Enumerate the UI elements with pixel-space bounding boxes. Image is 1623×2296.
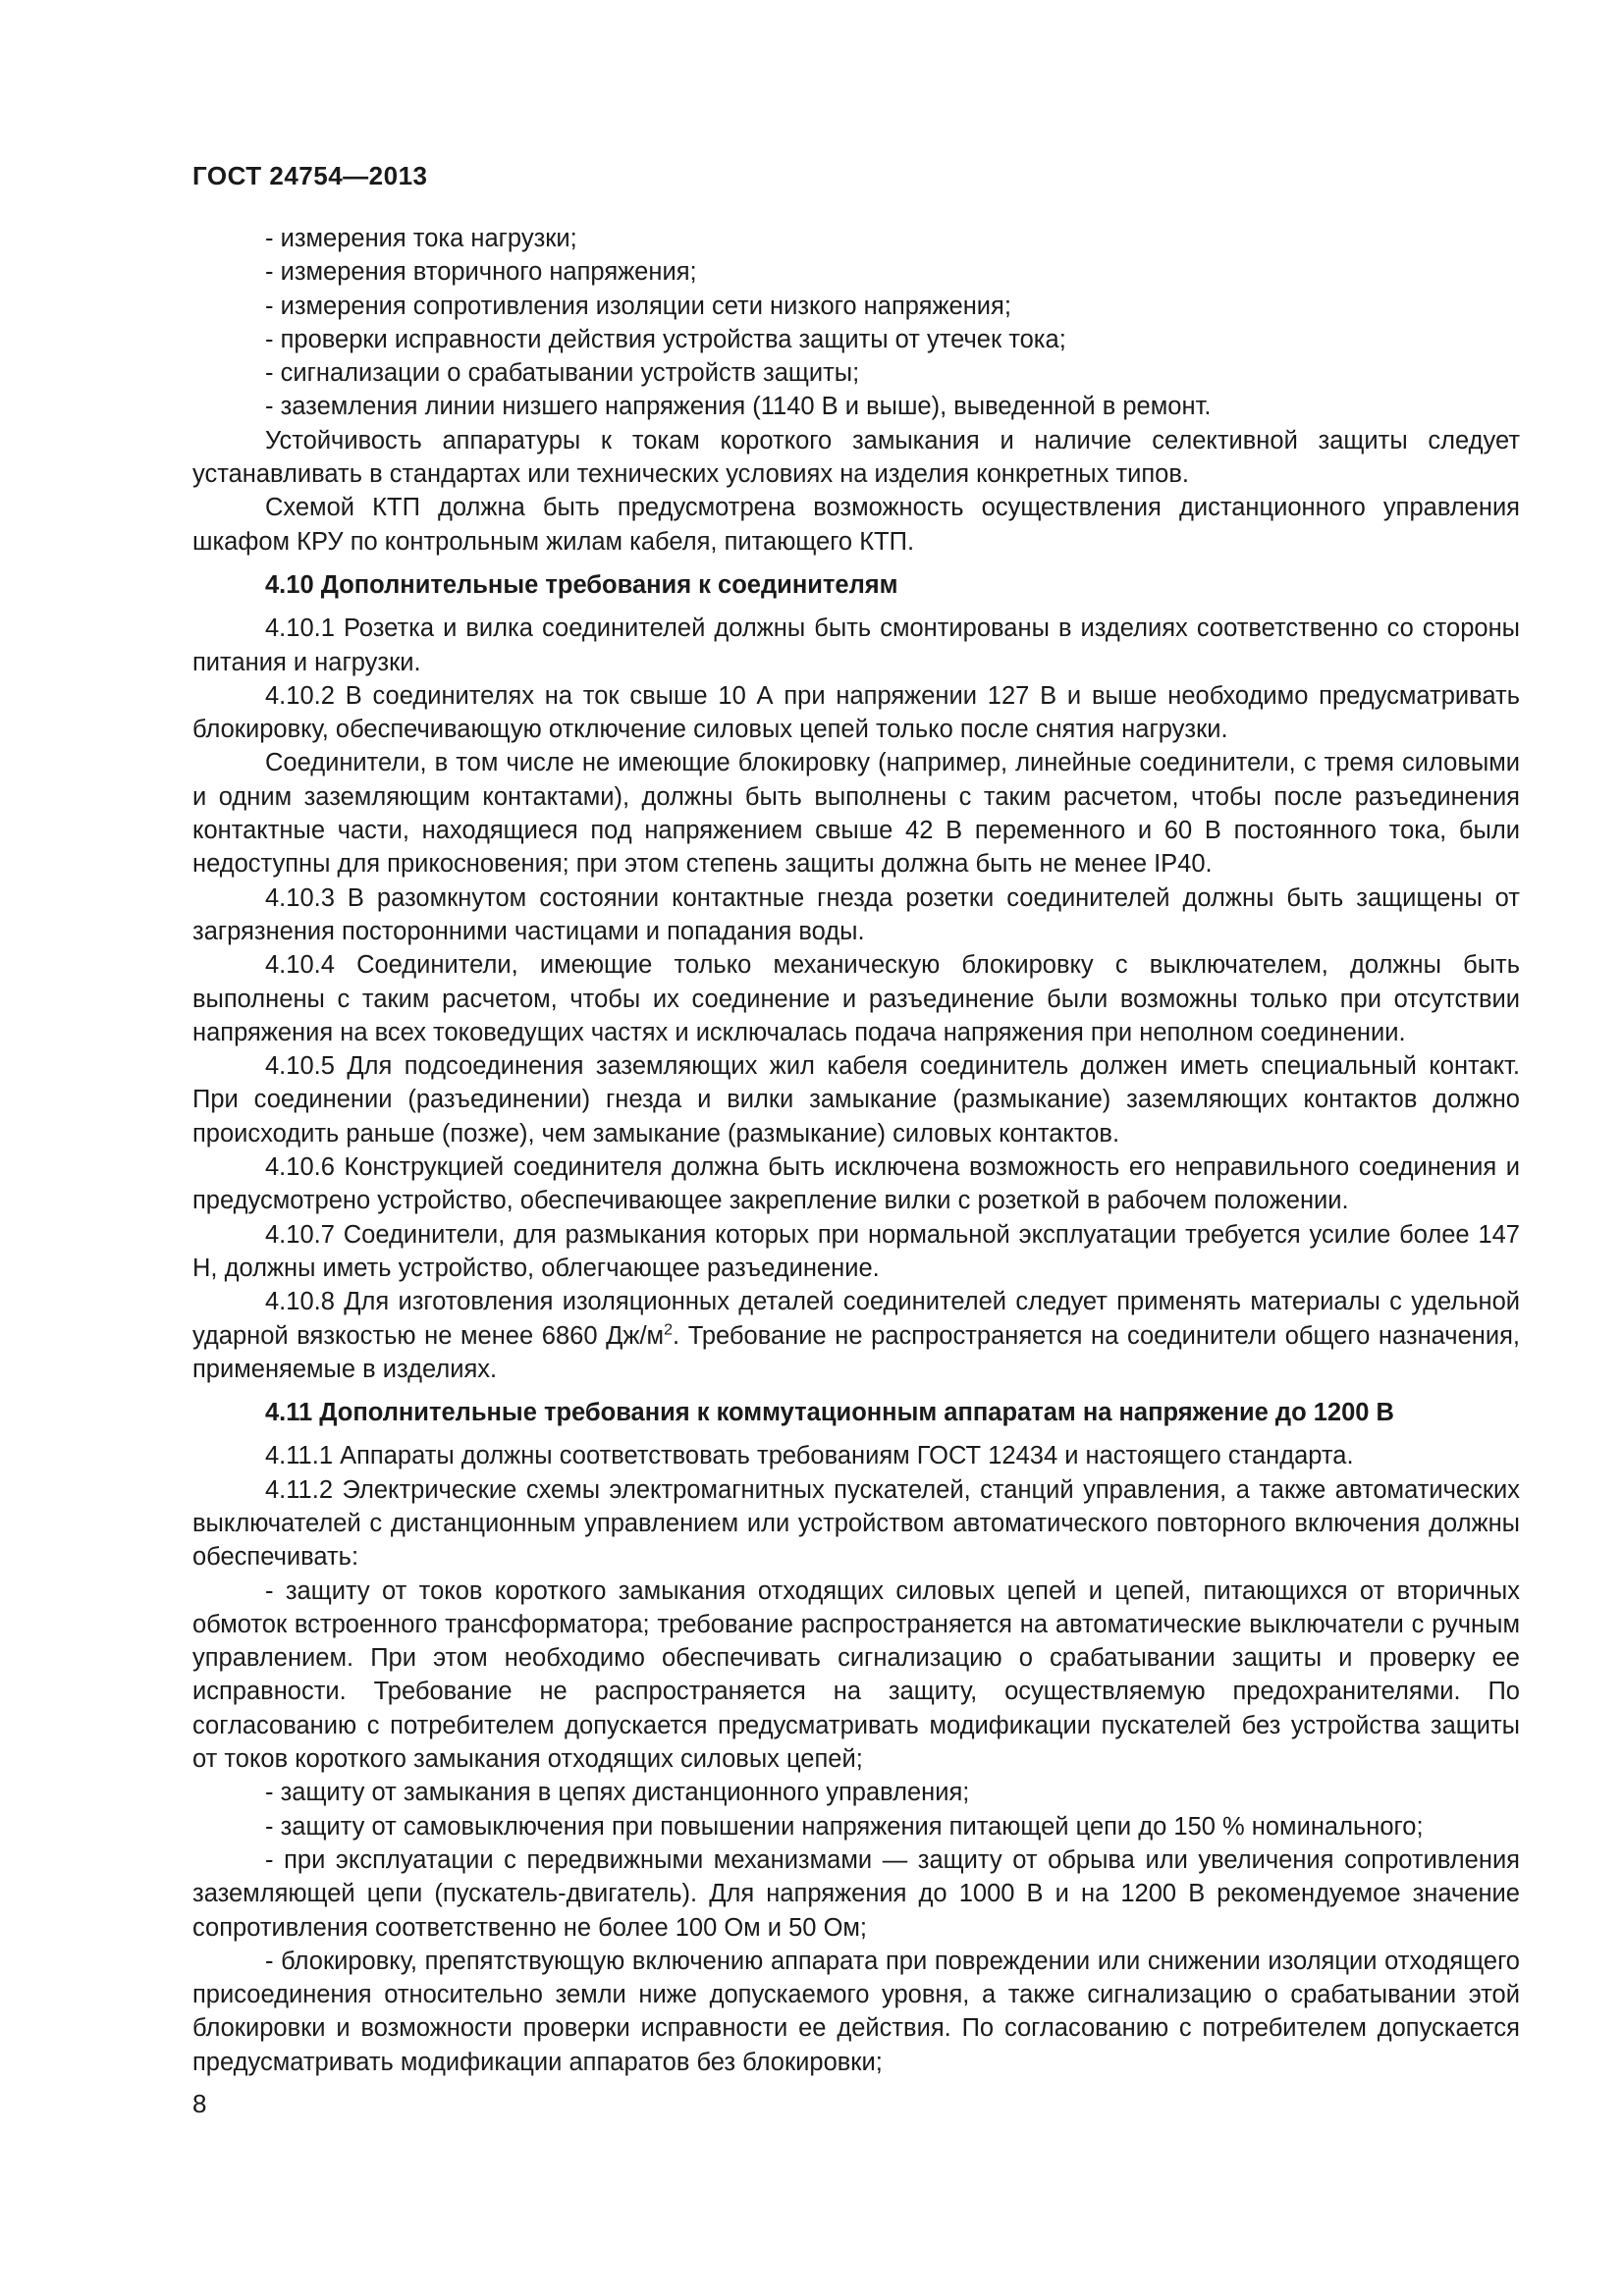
list-item: - сигнализации о срабатывании устройств защиты; — [265, 359, 860, 388]
clause-4-10-8 — [192, 1285, 1520, 1386]
list-item: - проверки исправности действия устройства защиты от утечек тока; — [265, 325, 1066, 353]
list-item: - заземления линии низшего напряжения (1140 В и выше), выведенной в ремонт. — [265, 393, 1212, 421]
list-item: - блокировку, препятствующую включению аппарата при повреждении или снижении изоляции отходящего присоединения относительно земли ниже допускаемого уровня, а также сигнализацию о срабатывании этой блокировки и возможности проверки исправности ее действия. По согласованию с потребителем допускается предусматривать модификации аппаратов без блокировки; — [192, 1947, 1520, 2076]
paragraph: Схемой КТП должна быть предусмотрена возможность осуществления дистанционного управления шкафом КРУ по контрольным жилам кабеля, питающего КТП. — [192, 494, 1520, 556]
list-item: - защиту от токов короткого замыкания отходящих силовых цепей и цепей, питающихся от вторичных обмоток встроенного трансформатора; требование распространяется на автоматические выключатели с ручным управлением. При этом необходимо обеспечивать сигнализацию о срабатывании защиты и проверку ее исправности. Требование не распространяется на защиту, осуществляемую предохранителями. По согласованию с потребителем допускается предусматривать модификации пускателей без устройства защиты от токов короткого замыкания отходящих силовых цепей; — [192, 1576, 1520, 1774]
paragraph: Соединители, в том числе не имеющие блокировку (например, линейные соединители, с тремя силовыми и одним заземляющим контактами), должны быть выполнены с таким расчетом, чтобы после разъединения контактные части, находящиеся под напряжением свыше 42 В переменного и 60 В постоянного тока, были недоступны для прикосновения; при этом степень защиты должна быть не менее IP40. — [192, 749, 1520, 879]
section-heading-4-10: 4.10 Дополнительные требования к соединителям — [265, 570, 898, 599]
clause-4-10-7: 4.10.7 Соединители, для размыкания которых при нормальной эксплуатации требуется усилие более 147 Н, должны иметь устройство, облегчающее разъединение. — [192, 1220, 1520, 1282]
list-item: - измерения сопротивления изоляции сети низкого напряжения; — [265, 292, 1011, 320]
section-heading-4-11: 4.11 Дополнительные требования к коммутационным аппаратам на напряжение до 1200 В — [265, 1399, 1394, 1427]
clause-4-10-2: 4.10.2 В соединителях на ток свыше 10 А при напряжении 127 В и выше необходимо предусматривать блокировку, обеспечивающую отключение силовых цепей только после снятия нагрузки. — [192, 681, 1520, 744]
clause-4-10-6: 4.10.6 Конструкцией соединителя должна быть исключена возможность его неправильного соединения и предусмотрено устройство, обеспечивающее закрепление вилки с розеткой в рабочем положении. — [192, 1153, 1520, 1215]
superscript: 2 — [664, 1321, 673, 1338]
clause-4-10-5: 4.10.5 Для подсоединения заземляющих жил кабеля соединитель должен иметь специальный контакт. При соединении (разъединении) гнезда и вилки замыкание (размыкание) заземляющих контактов должно происходить раньше (позже), чем замыкание (размыкание) силовых контактов. — [192, 1052, 1520, 1148]
list-item: - защиту от самовыключения при повышении напряжения питающей цепи до 150 % номинального; — [265, 1812, 1424, 1841]
clause-4-11-2: 4.11.2 Электрические схемы электромагнитных пускателей, станций управления, а также автоматических выключателей с дистанционным управлением или устройством автоматического повторного включения должны обеспечивать: — [192, 1475, 1520, 1572]
clause-4-10-1: 4.10.1 Розетка и вилка соединителей должны быть смонтированы в изделиях соответственно со стороны питания и нагрузки. — [192, 614, 1520, 676]
list-item: - при эксплуатации с передвижными механизмами — защиту от обрыва или увеличения сопротивления заземляющей цепи (пускатель-двигатель). Для напряжения до 1000 В и на 1200 В рекомендуемое значение сопротивления соответственно не более 100 Ом и 50 Ом; — [192, 1845, 1520, 1942]
paragraph: Устойчивость аппаратуры к токам короткого замыкания и наличие селективной защиты следует устанавливать в стандартах или технических условиях на изделия конкретных типов. — [192, 426, 1520, 489]
clause-4-10-8-text-end: . Требование не распространяется на соединители общего назначения, применяемые в изделиях. — [192, 1321, 1520, 1383]
clause-4-10-4: 4.10.4 Соединители, имеющие только механическую блокировку с выключателем, должны быть выполнены с таким расчетом, чтобы их соединение и разъединение были возможны только при отсутствии напряжения на всех токоведущих частях и исключалась подача напряжения при неполном соединении. — [192, 951, 1520, 1046]
clause-4-10-8-text: 4.10.8 Для изготовления изоляционных деталей соединителей следует применять материалы с удельной ударной вязкостью не менее 6860 Дж/м — [192, 1288, 1520, 1350]
list-item: - измерения тока нагрузки; — [265, 225, 577, 252]
document-code-header: ГОСТ 24754—2013 — [192, 161, 428, 190]
list-item: - измерения вторичного напряжения; — [265, 258, 697, 287]
page-number: 8 — [192, 2089, 207, 2118]
document-body — [192, 222, 1520, 2079]
list-item: - защиту от замыкания в цепях дистанционного управления; — [265, 1779, 970, 1807]
clause-4-11-1: 4.11.1 Аппараты должны соответствовать требованиям ГОСТ 12434 и настоящего стандарта. — [265, 1442, 1354, 1470]
clause-4-10-3: 4.10.3 В разомкнутом состоянии контактные гнезда розетки соединителей должны быть защищены от загрязнения посторонними частицами и попадания воды. — [192, 883, 1520, 945]
